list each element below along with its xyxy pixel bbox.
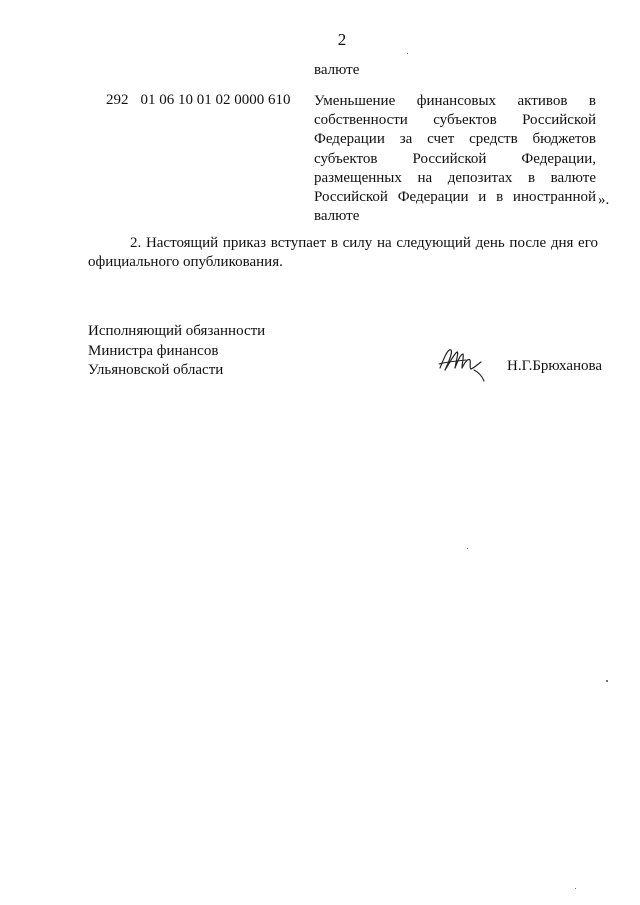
page-number: 2 xyxy=(337,30,347,49)
table-continuation-text: валюте xyxy=(314,62,360,78)
handwritten-signature xyxy=(436,342,492,384)
closing-quote: ». xyxy=(598,192,610,208)
signer-line-3: Ульяновской области xyxy=(88,362,224,378)
signer-line-1: Исполняющий обязанности xyxy=(88,323,266,339)
signer-name: Н.Г.Брюханова xyxy=(507,358,603,374)
signer-position xyxy=(88,322,265,381)
scan-speck xyxy=(575,888,576,889)
paragraph-2: 2. Настоящий приказ вступает в силу на следующий день после дня его официального опубликования. xyxy=(88,235,598,271)
scan-speck xyxy=(606,680,608,682)
table-row-codes xyxy=(106,92,291,109)
admin-code: 292 xyxy=(106,92,129,108)
signer-line-2: Министра финансов xyxy=(88,342,219,359)
table-row-description: Уменьшение финансовых активов в собственности субъектов Российской Федерации за счет средств бюджетов субъектов Российской Федерации, размещенных на депозитах в валюте Российской Федерации и в иностранной валюте xyxy=(314,93,596,225)
scan-speck xyxy=(467,548,468,549)
scan-speck xyxy=(407,53,408,54)
kbk-code: 01 06 10 01 02 0000 610 xyxy=(140,92,291,108)
